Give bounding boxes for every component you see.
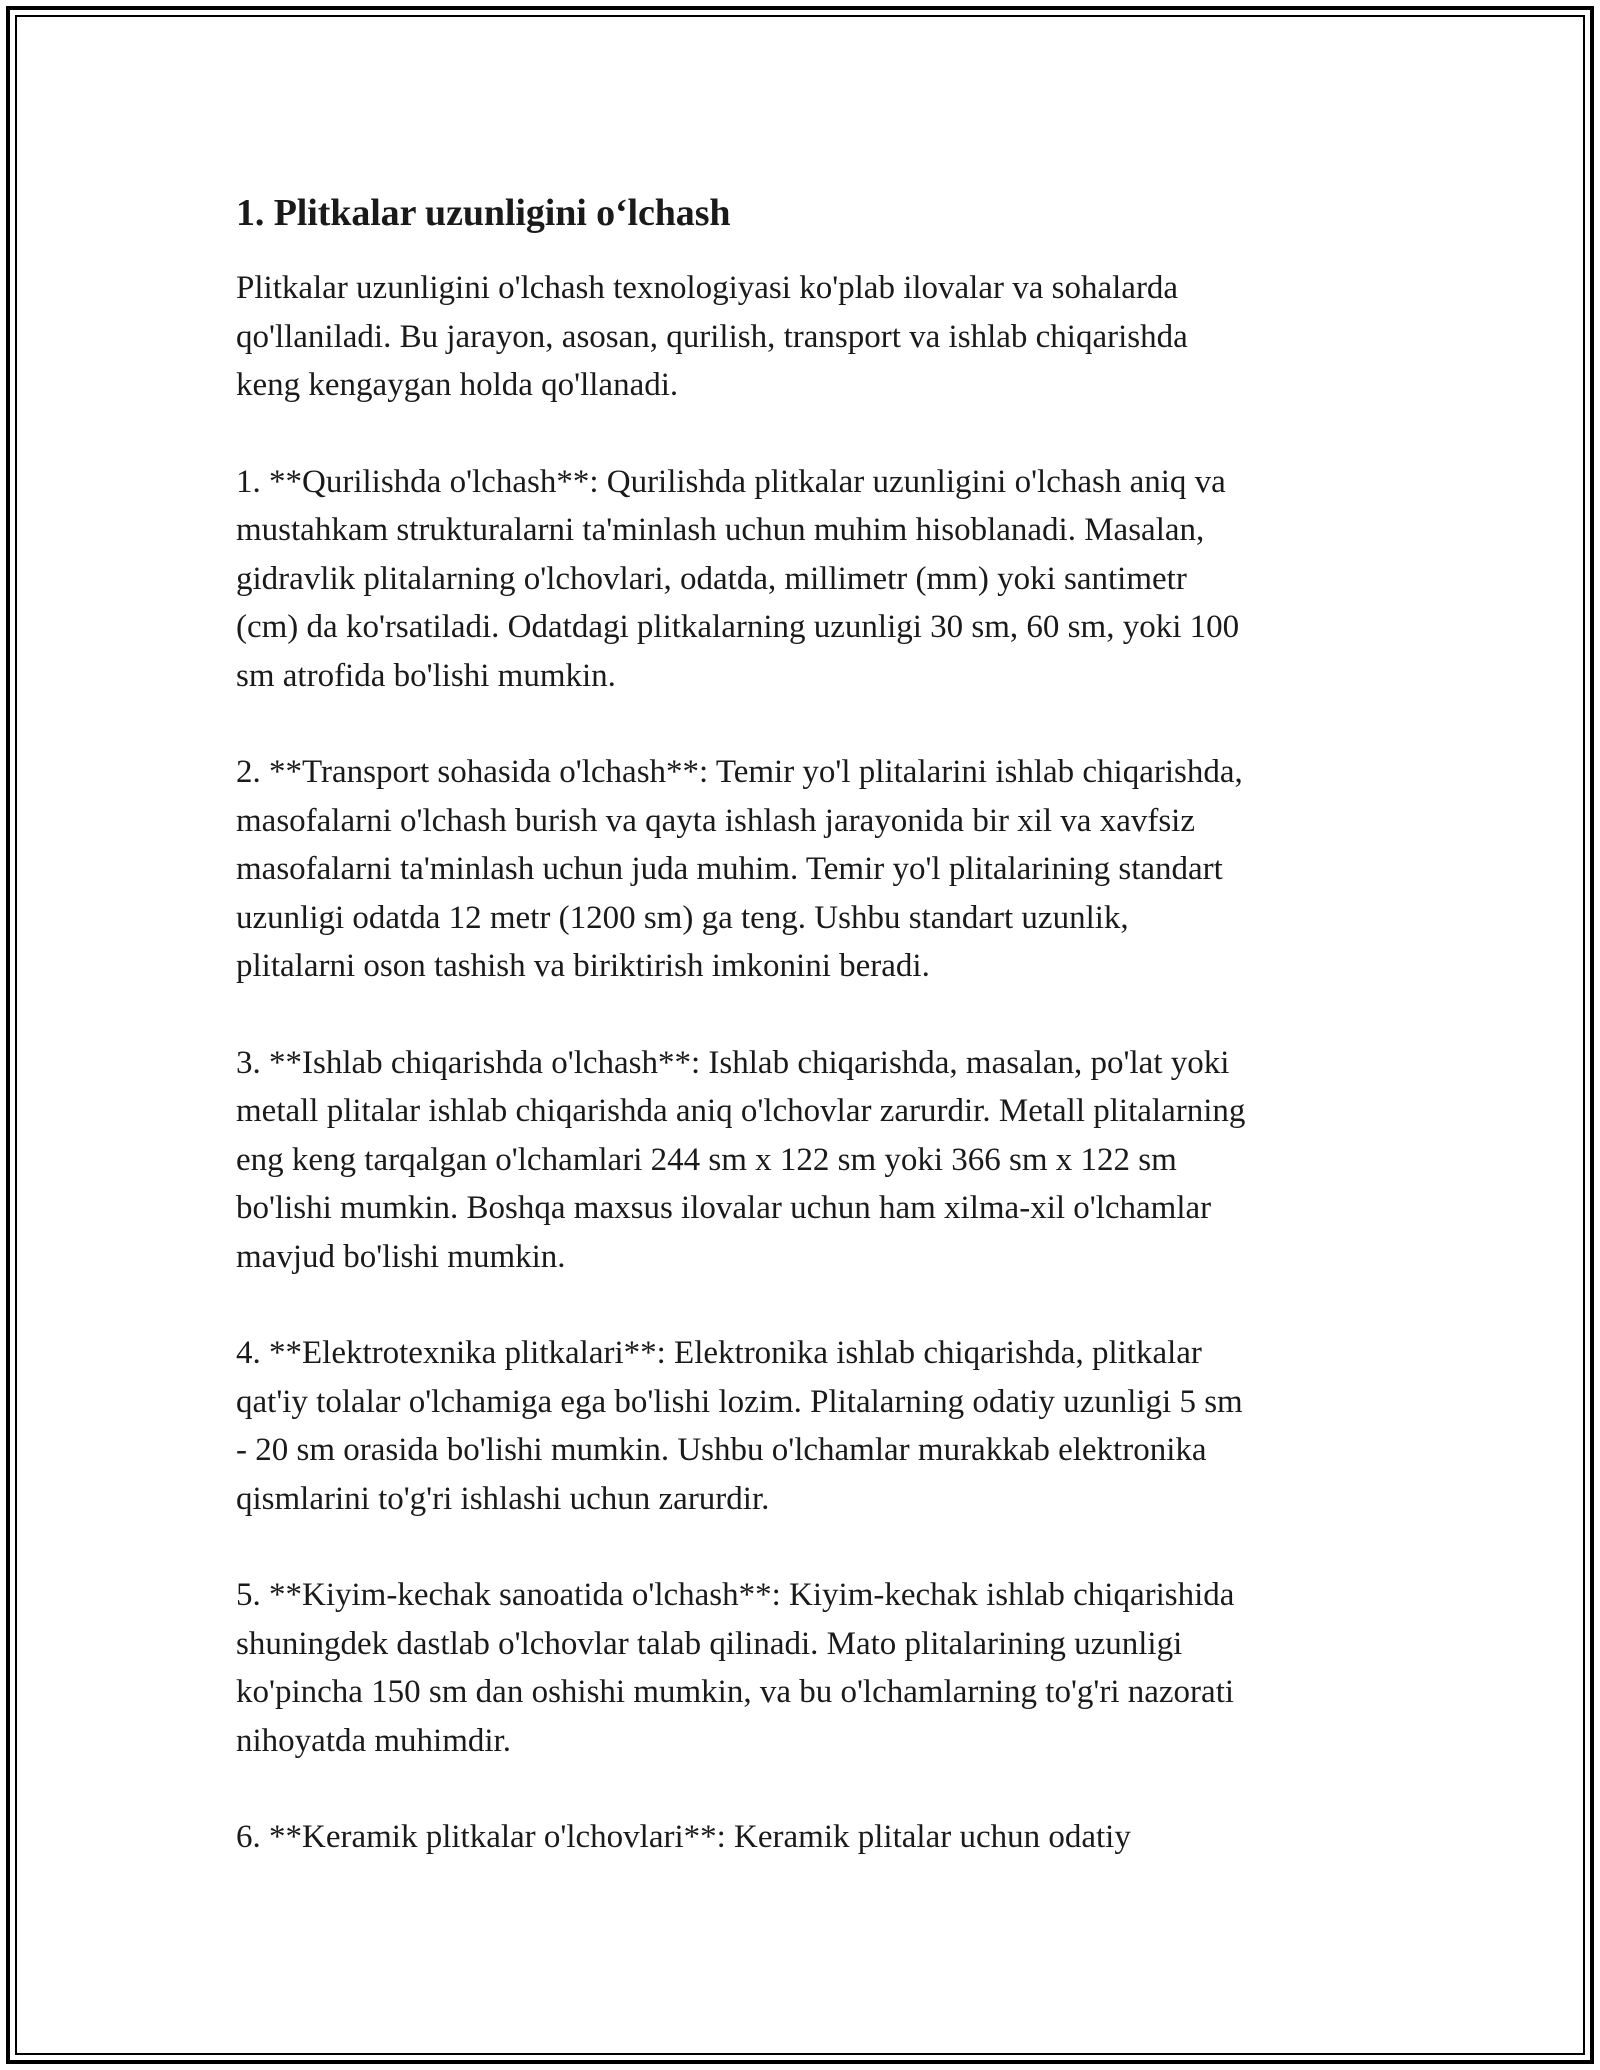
paragraph-manufacturing: 3. **Ishlab chiqarishda o'lchash**: Ishlab chiqarishda, masalan, po'lat yoki metall plitalar ishlab chiqarishda aniq o'lchovlar zarurdir. Metall plitalarning eng keng tarqalgan o'lchamlari 244 sm x 122 sm yoki 366 sm x 122 sm bo'lishi mumkin. Boshqa maxsus ilovalar uchun ham xilma-xil o'lchamlar mavjud bo'lishi mumkin. (236, 1044, 1246, 1275)
paragraph-clothing: 5. **Kiyim-kechak sanoatida o'lchash**: Kiyim-kechak ishlab chiqarishida shuningdek dastlab o'lchovlar talab qilinadi. Mato plitalarining uzunligi ko'pincha 150 sm dan oshishi mumkin, va bu o'lchamlarning to'g'ri nazorati nihoyatda muhimdir. (236, 1577, 1235, 1759)
document-title: 1. Plitkalar uzunligini o‘lchash (236, 192, 731, 234)
paragraph-electrical: 4. **Elektrotexnika plitkalari**: Elektronika ishlab chiqarishda, plitkalar qat'iy tolalar o'lchamiga ega bo'lishi lozim. Plitalarning odatiy uzunligi 5 sm - 20 sm orasida bo'lishi mumkin. Ushbu o'lchamlar murakkab elektronika qismlarini to'g'ri ishlashi uchun zarurdir. (236, 1335, 1243, 1517)
document-body (236, 186, 1396, 1910)
paragraph-ceramic: 6. **Keramik plitkalar o'lchovlari**: Keramik plitalar uchun odatiy (236, 1819, 1131, 1855)
intro-paragraph: Plitkalar uzunligini o'lchash texnologiyasi ko'plab ilovalar va sohalarda qo'llaniladi. Bu jarayon, asosan, qurilish, transport va ishlab chiqarishda keng kengaygan holda qo'llanadi. (236, 270, 1188, 403)
paragraph-construction: 1. **Qurilishda o'lchash**: Qurilishda plitkalar uzunligini o'lchash aniq va mustahkam strukturalarni ta'minlash uchun muhim hisoblanadi. Masalan, gidravlik plitalarning o'lchovlari, odatda, millimetr (mm) yoki santimetr (cm) da ko'rsatiladi. Odatdagi plitkalarning uzunligi 30 sm, 60 sm, yoki 100 sm atrofida bo'lishi mumkin. (236, 463, 1240, 694)
paragraph-transport: 2. **Transport sohasida o'lchash**: Temir yo'l plitalarini ishlab chiqarishda, masofalarni o'lchash burish va qayta ishlash jarayonida bir xil va xavfsiz masofalarni ta'minlash uchun juda muhim. Temir yo'l plitalarining standart uzunligi odatda 12 metr (1200 sm) ga teng. Ushbu standart uzunlik, plitalarni oson tashish va biriktirish imkonini beradi. (236, 754, 1243, 984)
